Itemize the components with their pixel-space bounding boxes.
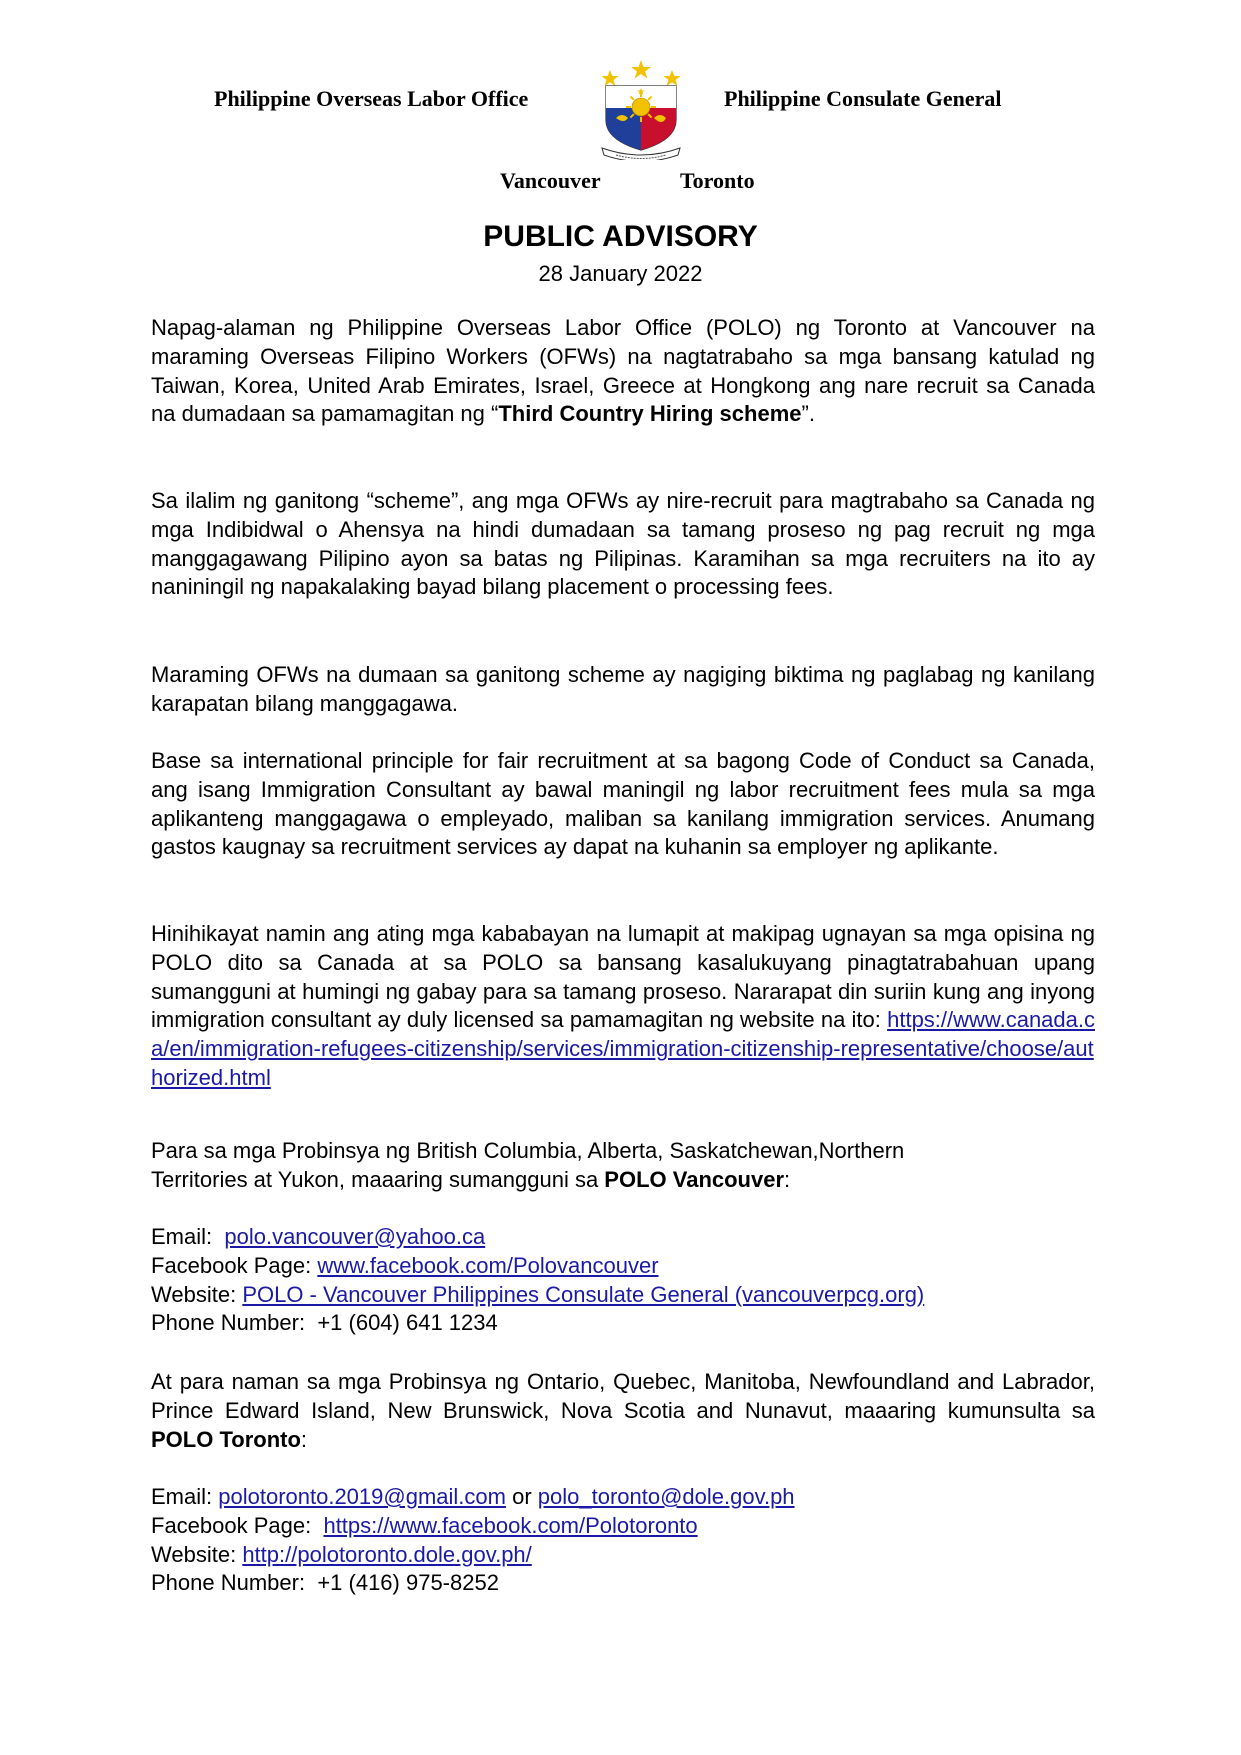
vancouver-phone-label: Phone Number: (151, 1310, 318, 1336)
philippine-seal-icon (596, 58, 686, 160)
authorized-consultant-link[interactable]: https://www.canada.ca/en/immigration-refugees-citizenship/services/immigration-citizenship-representative/choose/authorized.html (151, 1007, 1095, 1090)
vancouver-facebook-label: Facebook Page: (151, 1252, 318, 1278)
advisory-title: PUBLIC ADVISORY (483, 220, 758, 253)
vancouver-facebook-link[interactable]: www.facebook.com/Polovancouver (317, 1252, 659, 1278)
toronto-email-label: Email: (151, 1484, 219, 1509)
paragraph-6-line1: Para sa mga Probinsya ng British Columbia, Alberta, Saskatchewan,Northern (151, 1138, 905, 1163)
paragraph-5 (151, 920, 1095, 1093)
toronto-website-label: Website: (151, 1541, 243, 1567)
paragraph-4: Base sa international principle for fair recruitment at sa bagong Code of Conduct sa Canada, ang isang Immigration Consultant ay bawal maningil ng labor recruitment fees mula sa mga aplikanteng manggagawa o empleyado, maliban sa kanilang immigration services. Anumang gastos kaugnay sa recruitment services ay dapat na kuhanin sa employer ng aplikante. (151, 748, 1095, 860)
header-city-toronto: Toronto (680, 168, 755, 193)
paragraph-1-end: ”. (801, 401, 815, 427)
polo-toronto-label: POLO Toronto (151, 1426, 301, 1452)
toronto-phone-label: Phone Number: (151, 1570, 318, 1596)
vancouver-phone: +1 (604) 641 1234 (317, 1310, 498, 1336)
paragraph-2: Sa ilalim ng ganitong “scheme”, ang mga OFWs ay nire-recruit para magtrabaho sa Canada ng mga Indibidwal o Ahensya na hindi dumadaan sa tamang proseso ng pag recruit ng mga manggagawang Pilipino ayon sa batas ng Pilipinas. Karamihan sa mga recruiters na ito ay naniningil ng napakalaking bayad bilang placement o processing fees. (151, 488, 1095, 600)
header-city-vancouver: Vancouver (500, 168, 601, 193)
paragraph-5-text: Hinihikayat namin ang ating mga kababayan na lumapit at makipag ugnayan sa mga opisina ng POLO dito sa Canada at sa POLO sa bansang kasalukuyang pinagtatrabahuan upang sumangguni at humingi ng gabay para sa tamang proseso. Nararapat din suriin kung ang inyong immigration consultant ay duly licensed sa pamamagitan ng website na ito: (151, 921, 1095, 1033)
toronto-email-link-2[interactable]: polo_toronto@dole.gov.ph (537, 1484, 795, 1509)
paragraph-6-end: : (784, 1166, 791, 1192)
vancouver-contacts (151, 1223, 1095, 1338)
toronto-email-link-1[interactable]: polotoronto.2019@gmail.com (218, 1484, 506, 1509)
paragraph-6-line2: Territories at Yukon, maaaring sumangguni sa (151, 1166, 605, 1192)
vancouver-website-link[interactable]: POLO - Vancouver Philippines Consulate General (vancouverpcg.org) (242, 1281, 925, 1307)
paragraph-6 (151, 1137, 1095, 1195)
toronto-facebook-label: Facebook Page: (151, 1512, 324, 1538)
paragraph-1 (151, 314, 1095, 429)
toronto-website-link[interactable]: http://polotoronto.dole.gov.ph/ (242, 1541, 532, 1567)
vancouver-email-link[interactable]: polo.vancouver@yahoo.ca (224, 1224, 486, 1249)
polo-vancouver-label: POLO Vancouver (604, 1166, 785, 1192)
paragraph-1-bold: Third Country Hiring scheme (498, 401, 802, 427)
paragraph-7-end: : (300, 1426, 308, 1452)
paragraph-7-text: At para naman sa mga Probinsya ng Ontario, Quebec, Manitoba, Newfoundland and Labrador, Prince Edward Island, New Brunswick, Nova Scotia and Nunavut, maaaring kumunsulta sa (151, 1369, 1095, 1423)
toronto-email-or: or (505, 1484, 538, 1509)
vancouver-email-label: Email: (151, 1224, 225, 1249)
header-left-office: Philippine Overseas Labor Office (214, 86, 529, 111)
paragraph-1-text: Napag-alaman ng Philippine Overseas Labor Office (POLO) ng Toronto at Vancouver na maraming Overseas Filipino Workers (OFWs) na nagtatrabaho sa mga bansang katulad ng Taiwan, Korea, United Arab Emirates, Israel, Greece at Hongkong ang nare recruit sa Canada na dumadaan sa pamamagitan ng “ (151, 315, 1095, 427)
advisory-date: 28 January 2022 (538, 261, 703, 286)
paragraph-7 (151, 1368, 1095, 1454)
toronto-facebook-link[interactable]: https://www.facebook.com/Polotoronto (323, 1512, 698, 1538)
toronto-contacts (151, 1483, 1095, 1598)
toronto-phone: +1 (416) 975-8252 (317, 1570, 499, 1596)
vancouver-website-label: Website: (151, 1281, 243, 1307)
header-right-office: Philippine Consulate General (724, 86, 1002, 111)
paragraph-3: Maraming OFWs na dumaan sa ganitong scheme ay nagiging biktima ng paglabag ng kanilang karapatan bilang manggagawa. (151, 662, 1095, 716)
